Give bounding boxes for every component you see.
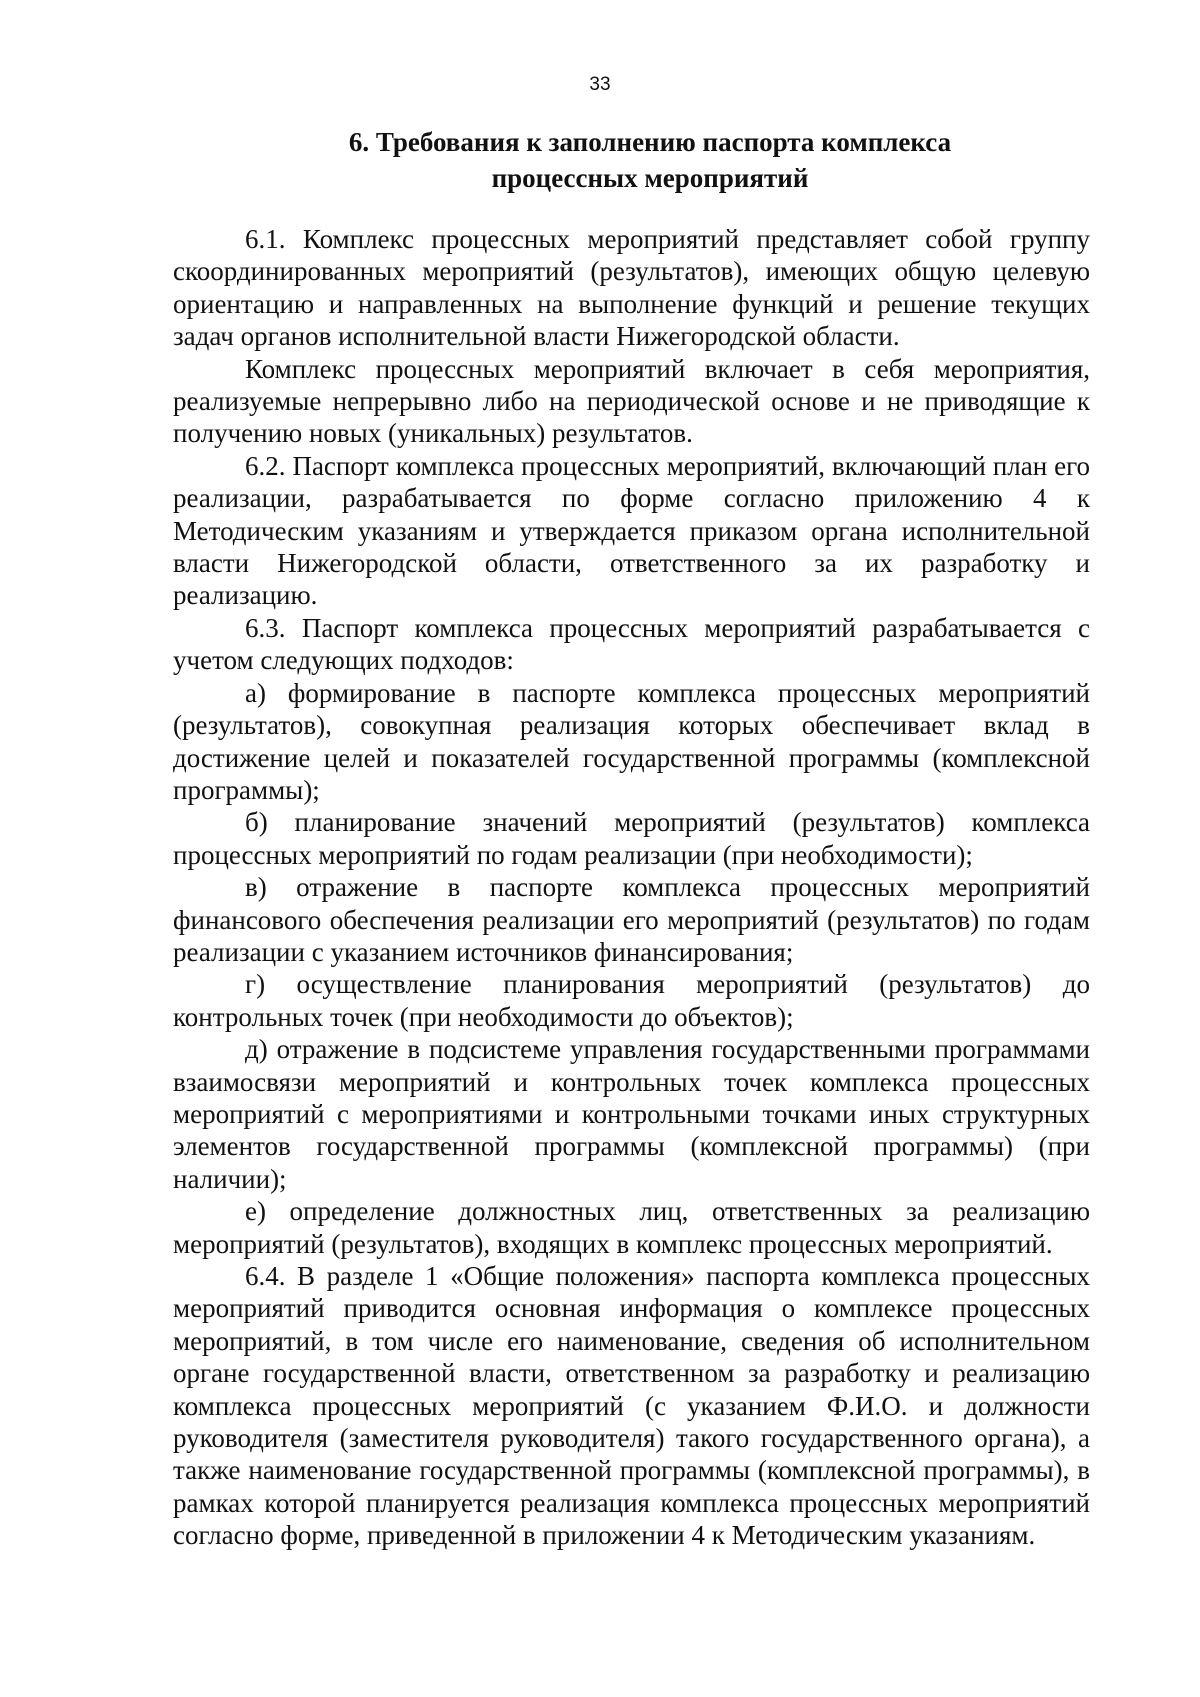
section-title-line-1: 6. Требования к заполнению паспорта комплекса [348, 127, 952, 157]
list-item-d: д) отражение в подсистеме управления государственными программами взаимосвязи мероприятий и контрольных точек комплекса процессных мероприятий с мероприятиями и контрольными точками иных структурных элементов государственной программы (комплексной программы) (при наличии); [173, 1034, 1090, 1194]
section-title [300, 124, 1000, 196]
paragraph-6-4: 6.4. В разделе 1 «Общие положения» паспорта комплекса процессных мероприятий приводится основная информация о комплексе процессных мероприятий, в том числе его наименование, сведения об исполнительном органе государственной власти, ответственном за разработку и реализацию комплекса процессных мероприятий (с указанием Ф.И.О. и должности руководителя (заместителя руководителя) такого государственного органа), а также наименование государственной программы (комплексной программы), в рамках которой планируется реализация комплекса процессных мероприятий согласно форме, приведенной в приложении 4 к Методическим указаниям. [173, 1261, 1090, 1551]
paragraph-6-1: 6.1. Комплекс процессных мероприятий представляет собой группу скоординированных мероприятий (результатов), имеющих общую целевую ориентацию и направленных на выполнение функций и решение текущих задач органов исполнительной власти Нижегородской области. [173, 224, 1090, 352]
list-item-b: б) планирование значений мероприятий (результатов) комплекса процессных мероприятий по годам реализации (при необходимости); [173, 807, 1090, 870]
paragraph-6-3: 6.3. Паспорт комплекса процессных мероприятий разрабатывается с учетом следующих подходов: [173, 612, 1090, 676]
section-body [173, 223, 1090, 1552]
list-item-a: а) формирование в паспорте комплекса процессных мероприятий (результатов), совокупная реализация которых обеспечивает вклад в достижение целей и показателей государственной программы (комплексной программы); [173, 677, 1090, 805]
list-item-g: г) осуществление планирования мероприятий (результатов) до контрольных точек (при необходимости до объектов); [173, 969, 1090, 1032]
page-number: 33 [589, 74, 611, 95]
section-title-line-2: процессных мероприятий [491, 163, 809, 193]
list-item-e: е) определение должностных лиц, ответственных за реализацию мероприятий (результатов), входящих в комплекс процессных мероприятий. [173, 1196, 1090, 1259]
list-item-v: в) отражение в паспорте комплекса процессных мероприятий финансового обеспечения реализации его мероприятий (результатов) по годам реализации с указанием источников финансирования; [173, 872, 1090, 967]
paragraph-6-1-continued: Комплекс процессных мероприятий включает в себя мероприятия, реализуемые непрерывно либо на периодической основе и не приводящие к получению новых (уникальных) результатов. [173, 353, 1090, 449]
paragraph-6-2: 6.2. Паспорт комплекса процессных мероприятий, включающий план его реализации, разрабатывается по форме согласно приложению 4 к Методическим указаниям и утверждается приказом органа исполнительной власти Нижегородской области, ответственного за их разработку и реализацию. [173, 450, 1090, 611]
